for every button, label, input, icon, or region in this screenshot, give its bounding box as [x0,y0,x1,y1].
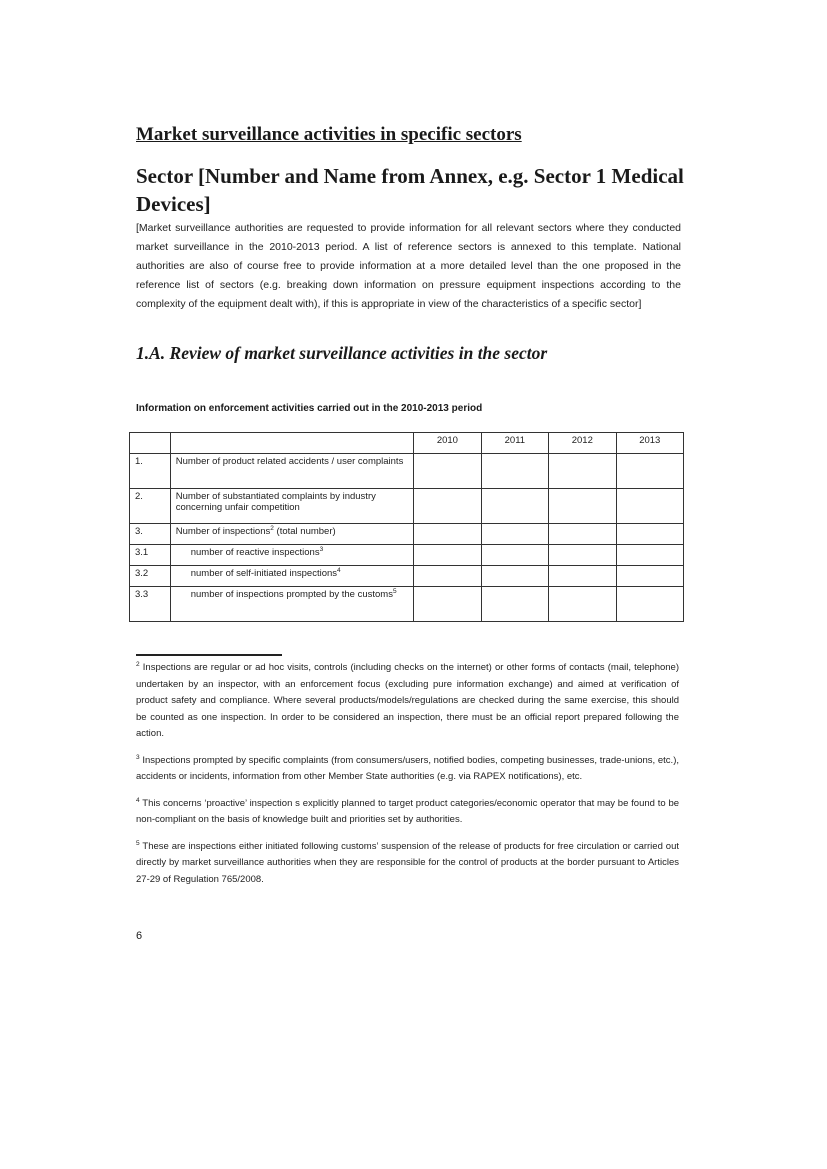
row-number: 3.1 [130,545,171,566]
row-label [170,587,413,622]
footnotes [136,660,679,898]
footnote-text: This concerns ‘proactive’ inspection s explicitly planned to target product categories/economic operator that may be found to be non-compliant on the basis of knowledge built and priorities set by authorities. [136,797,680,825]
row-label-text: Number of inspections [175,526,271,537]
footnote-mark: 5 [136,839,140,847]
value-cell [616,587,683,622]
row-label-text: number of inspections prompted by the customs [190,589,393,600]
footnote-mark: 3 [136,753,140,761]
value-cell [549,454,616,489]
header-empty-cell [130,433,171,454]
value-cell [481,566,548,587]
value-cell [414,587,481,622]
footnote-ref: 2 [270,524,274,532]
row-number: 1. [130,454,171,489]
row-number: 3.3 [130,587,171,622]
row-label [170,524,413,545]
value-cell [414,545,481,566]
value-cell [549,566,616,587]
header-year-2013: 2013 [616,433,683,454]
value-cell [414,489,481,524]
table-header-row [130,433,684,454]
footnote [136,796,679,829]
row-label-suffix: (total number) [273,526,336,537]
header-empty-cell [170,433,413,454]
footnote-text: Inspections prompted by specific complaints (from consumers/users, notified bodies, competing businesses, trade-unions, etc.), accidents or incidents, information from other Member State authorities (e.g. via RAPEX notifications), etc. [136,754,679,782]
header-year-2010: 2010 [414,433,481,454]
value-cell [549,545,616,566]
value-cell [616,545,683,566]
value-cell [481,454,548,489]
value-cell [549,524,616,545]
header-year-2012: 2012 [549,433,616,454]
table-row [130,454,684,489]
row-label: Number of substantiated complaints by industry concerning unfair competition [170,489,413,524]
value-cell [549,587,616,622]
value-cell [481,489,548,524]
value-cell [481,587,548,622]
row-label: Number of product related accidents / user complaints [170,454,413,489]
footnote-ref: 4 [337,566,341,574]
row-label [170,566,413,587]
footnote-text: Inspections are regular or ad hoc visits, controls (including checks on the internet) or other forms of contacts (mail, telephone) undertaken by an inspector, with an enforcement focus (excluding pure information exchange) and aimed at verification of product safety and compliance. Where several products/models/regulations are checked during the same exercise, this should be counted as one inspection. In order to be considered an inspection, there must be an official report prepared following the action. [136,662,680,739]
row-label [170,545,413,566]
value-cell [414,524,481,545]
row-number: 2. [130,489,171,524]
footnote-ref: 5 [392,587,397,595]
value-cell [616,489,683,524]
footnote-separator [136,654,282,656]
table-caption: Information on enforcement activities carried out in the 2010-2013 period [136,403,483,414]
value-cell [549,489,616,524]
table-row [130,489,684,524]
page-number: 6 [136,930,143,942]
enforcement-table [129,432,684,622]
value-cell [616,454,683,489]
value-cell [616,524,683,545]
row-number: 3. [130,524,171,545]
value-cell [481,545,548,566]
value-cell [414,454,481,489]
footnote-ref: 3 [319,545,324,553]
footnote [136,839,679,889]
row-label-text: number of reactive inspections [190,547,320,558]
review-heading: 1.A. Review of market surveillance activities in the sector [136,343,548,363]
sector-heading: Sector [Number and Name from Annex, e.g. Sector 1 Medical Devices] [136,164,684,216]
row-number: 3.2 [130,566,171,587]
footnote-mark: 2 [136,660,140,668]
intro-paragraph: [Market surveillance authorities are requested to provide information for all relevant sectors where they conducted market surveillance in the 2010-2013 period. A list of reference sectors is annexed to this template. National authorities are also of course free to provide information at a more detailed level than the one proposed in the reference list of sectors (e.g. breaking down information on pressure equipment inspections according to the complexity of the equipment dealt with), if this is appropriate in view of the characteristics of a specific sector] [136,222,681,310]
footnote-mark: 4 [136,796,140,804]
table-row [130,566,684,587]
row-label-text: number of self-initiated inspections [190,568,338,579]
header-year-2011: 2011 [481,433,548,454]
value-cell [616,566,683,587]
table-row [130,524,684,545]
value-cell [414,566,481,587]
footnote-text: These are inspections either initiated following customs’ suspension of the release of products for free circulation or carried out directly by market surveillance authorities when they are responsible for the control of products at the border pursuant to Articles 27-29 of Regulation 765/2008. [136,840,679,885]
table-row [130,587,684,622]
table-row [130,545,684,566]
value-cell [481,524,548,545]
footnote [136,660,679,743]
page-title: Market surveillance activities in specific sectors [136,124,522,145]
footnote [136,753,679,786]
